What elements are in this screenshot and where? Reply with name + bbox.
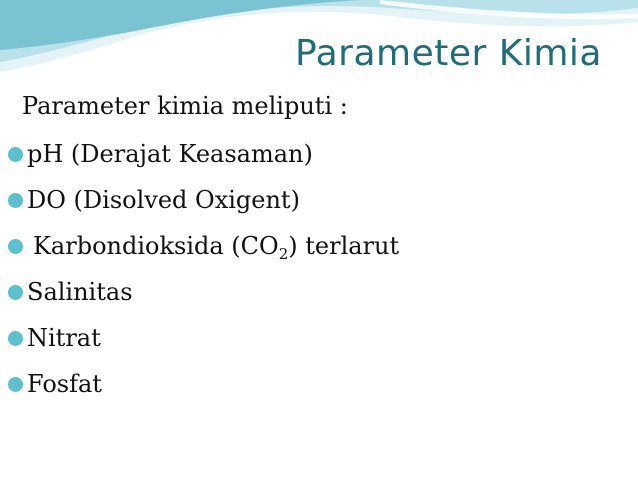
bullet-icon xyxy=(8,193,23,208)
list-item-nitrat xyxy=(8,322,622,368)
bullet-icon xyxy=(8,147,23,162)
list-item-do xyxy=(8,184,622,230)
bullet-icon xyxy=(8,377,23,392)
parameter-list xyxy=(8,138,622,414)
list-item-text: Fosfat xyxy=(27,370,102,398)
list-item-text: pH (Derajat Keasaman) xyxy=(27,140,313,168)
list-item-fosfat xyxy=(8,368,622,414)
bullet-icon xyxy=(8,239,23,254)
bullet-icon xyxy=(8,285,23,300)
list-item-text: Salinitas xyxy=(27,278,133,306)
co2-text-before: Karbondioksida (CO xyxy=(33,232,279,260)
slide-title: Parameter Kimia xyxy=(295,33,602,74)
co2-text-after: ) terlarut xyxy=(288,232,400,260)
intro-text: Parameter kimia meliputi : xyxy=(22,92,348,120)
list-item-text: DO (Disolved Oxigent) xyxy=(27,186,300,214)
list-item-text: Nitrat xyxy=(27,324,101,352)
list-item-co2 xyxy=(8,230,622,276)
bullet-icon xyxy=(8,331,23,346)
list-item-ph xyxy=(8,138,622,184)
co2-subscript: 2 xyxy=(278,245,289,263)
slide-body xyxy=(22,92,622,414)
list-item-text xyxy=(33,230,399,262)
list-item-salinitas xyxy=(8,276,622,322)
